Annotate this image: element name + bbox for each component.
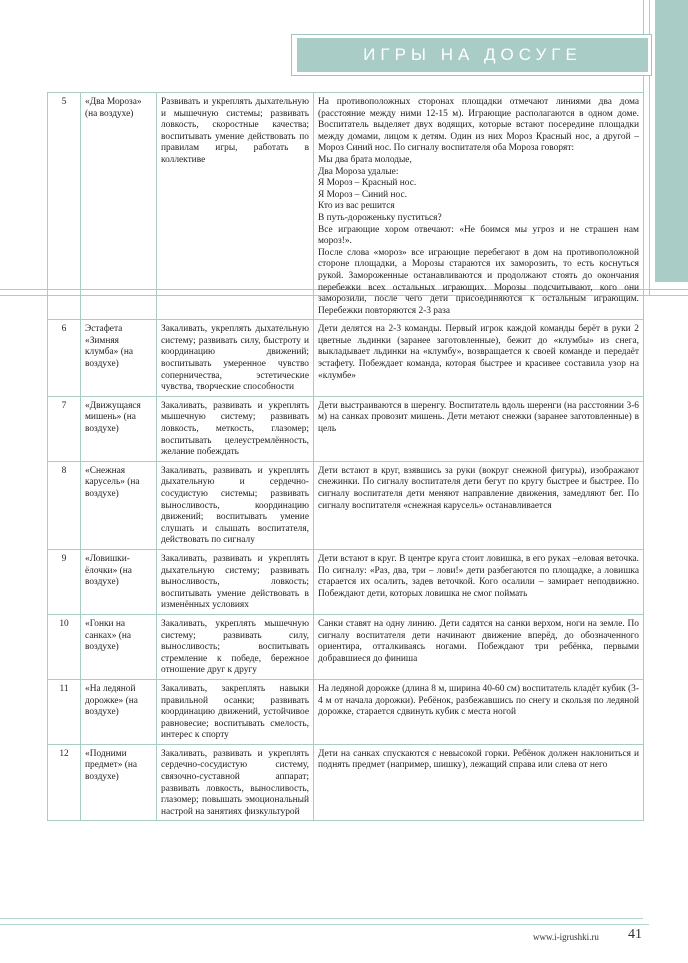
game-number: 8: [48, 461, 81, 549]
game-description: [314, 320, 644, 397]
game-number: 7: [48, 396, 81, 461]
table-row: [48, 679, 644, 744]
game-name: «На ледяной дорожке» (на воздухе): [81, 679, 157, 744]
table-row: [48, 461, 644, 549]
section-title: ИГРЫ НА ДОСУГЕ: [363, 45, 582, 64]
game-name: «Подними предмет» (на воздухе): [81, 744, 157, 821]
table-row: [48, 549, 644, 614]
game-description: [314, 461, 644, 549]
game-number: 12: [48, 744, 81, 821]
game-description: [314, 744, 644, 821]
table-row: [48, 396, 644, 461]
game-number: 10: [48, 614, 81, 679]
description-line: Два Мороза удалые:: [318, 166, 399, 177]
description-line: Дети встают в круг. В центре круга стоит ловишка, в его руках –еловая веточка. По сигналу: «Раз, два, три – лови!» дети разбегаются по площадке, а ловишка старается их осалить, задев веточкой. Кого осалили – замирает неподвижно. Побеждают дети, которых ловишка не смог поймать: [318, 553, 639, 599]
description-line: На противоположных сторонах площадки отмечают линиями два дома (расстояние между ними 12-15 м). Играющие располагаются в одном доме. Воспитатель выделяет двух водящих, которые встают посередине площадки между домами, лицом к детям. Один из них Мороз Красный нос, а другой – Мороз Синий нос. По сигналу воспитателя оба Мороза говорят:: [318, 97, 639, 154]
table-row: [48, 614, 644, 679]
game-name: Эстафета «Зимняя клумба» (на воздухе): [81, 320, 157, 397]
game-number: 5: [48, 93, 81, 320]
description-line: В путь-дороженьку пуститься?: [318, 212, 442, 223]
description-line: Дети делятся на 2-3 команды. Первый игрок каждой команды берёт в руки 2 цветные льдинки (заранее заготовленные), бежит до «клумбы» из снега, выкладывает льдинки на «клумбу», возвращается к своей команде и передаёт эстафету. Побеждает команда, которая быстрее и красивее составила узор на «клумбе»: [318, 324, 639, 381]
game-goal: Закаливать, развивать и укреплять мышечную систему; развивать ловкость, меткость, глазомер; воспитывать целеустремлённость, желание побеждать: [157, 396, 314, 461]
game-goal: Закаливать, развивать и укреплять дыхательную систему; развивать выносливость, ловкость; воспитывать умение действовать в изменённых условиях: [157, 549, 314, 614]
description-line: После слова «мороз» все играющие перебегают в дом на противоположной стороне площадки, а Морозы стараются их заморозить, то есть коснуться рукой. Замороженные останавливаются и продолжают стоять до окончания перебежки всех остальных играющих. Морозы подсчитывают, кого они заморозили, после чего дети присоединяются к остальным играющим. Перебежки повторяются 2-3 раза: [318, 247, 639, 316]
frame-line: [0, 918, 643, 919]
page-number: 41: [628, 927, 642, 942]
description-line: На ледяной дорожке (длина 8 м, ширина 40-60 см) воспитатель кладёт кубик (3-4 м от начала дорожки). Ребёнок, разбежавшись по снегу и скользя по ледяной дорожке, старается сдвинуть кубик с места ногой: [318, 683, 639, 718]
table-row: [48, 93, 644, 320]
description-line: Дети встают в круг, взявшись за руки (вокруг снежной фигуры), изображают снежинки. По сигналу воспитателя дети бегут по кругу быстрее и быстрее. По сигналу воспитателя дети меняют направление движения, замедляют бег. По сигналу воспитателя «снежная карусель» останавливается: [318, 465, 639, 511]
game-description: [314, 93, 644, 320]
game-name: «Ловишки-ёлочки» (на воздухе): [81, 549, 157, 614]
games-table-body: [48, 93, 644, 821]
table-row: [48, 744, 644, 821]
frame-line: [0, 924, 649, 925]
description-line: Я Мороз – Синий нос.: [318, 189, 407, 200]
description-line: Кто из вас решится: [318, 201, 395, 212]
game-description: [314, 614, 644, 679]
section-header: [297, 38, 648, 72]
description-line: Санки ставят на одну линию. Дети садятся на санки верхом, ноги на земле. По сигналу воспитателя дети начинают движение вперёд, до обозначенного ориентира, отталкиваясь ногами. Побеждают три ребёнка, первыми добравшиеся до финиша: [318, 618, 639, 664]
game-goal: Развивать и укреплять дыхательную и мышечную системы; развивать ловкость, скоростные качества; воспитывать умение действовать по правилам игры, работать в коллективе: [157, 93, 314, 320]
game-name: «Снежная карусель» (на воздухе): [81, 461, 157, 549]
table-row: [48, 320, 644, 397]
description-line: Дети выстраиваются в шеренгу. Воспитатель вдоль шеренги (на расстоянии 3-6 м) на санках провозит мишень. Дети метают снежки (заранее заготовленные) в цель: [318, 400, 639, 435]
game-number: 6: [48, 320, 81, 397]
game-description: [314, 396, 644, 461]
game-goal: Закаливать, развивать и укреплять дыхательную и сердечно-сосудистую системы; развивать выносливость, координацию движений; воспитывать умение слушать и слышать воспитателя, действовать по сигналу: [157, 461, 314, 549]
games-table: [47, 92, 644, 821]
game-name: «Два Мороза» (на воздухе): [81, 93, 157, 320]
description-line: Все играющие хором отвечают: «Не боимся мы угроз и не страшен нам мороз!».: [318, 224, 639, 247]
description-line: Мы два брата молодые,: [318, 154, 412, 165]
game-name: «Гонки на санках» (на воздухе): [81, 614, 157, 679]
game-number: 9: [48, 549, 81, 614]
footer-site: www.i-igrushki.ru: [533, 932, 599, 942]
game-name: «Движущаяся мишень» (на воздухе): [81, 396, 157, 461]
game-goal: Закаливать, укреплять мышечную систему; развивать силу, выносливость; воспитывать стремление к победе, бережное отношение друг к другу: [157, 614, 314, 679]
description-line: Дети на санках спускаются с невысокой горки. Ребёнок должен наклониться и поднять предмет (например, шишку), лежащий справа или слева от него: [318, 748, 639, 771]
game-goal: Закаливать, укреплять дыхательную систему; развивать силу, быстроту и координацию движений; воспитывать умеренное чувство соперничества, эстетические чувства, творческие способности: [157, 320, 314, 397]
decorative-side-bar: [655, 0, 688, 282]
game-number: 11: [48, 679, 81, 744]
description-line: Я Мороз – Красный нос.: [318, 178, 417, 189]
game-description: [314, 679, 644, 744]
game-goal: Закаливать, закреплять навыки правильной осанки; развивать координацию движений, устойчивое равновесие; воспитывать смелость, интерес к спорту: [157, 679, 314, 744]
game-goal: Закаливать, развивать и укреплять сердечно-сосудистую систему, связочно-суставной аппарат; развивать ловкость, выносливость, глазомер; повышать эмоциональный настрой на занятиях физкультурой: [157, 744, 314, 821]
game-description: [314, 549, 644, 614]
